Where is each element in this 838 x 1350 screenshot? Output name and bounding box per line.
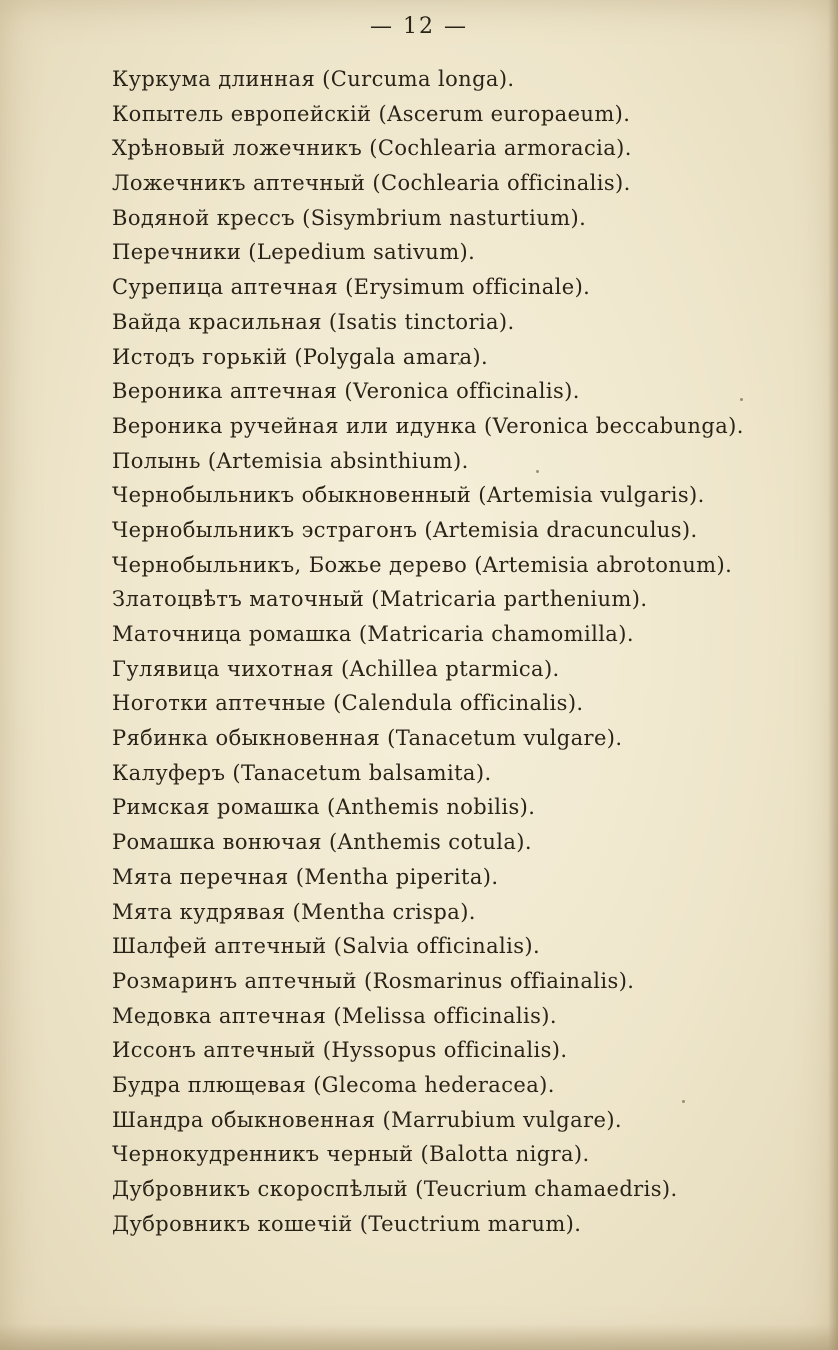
list-item: Куркума длинная (Curcuma longa). [112,67,515,91]
list-item: Медовка аптечная (Melissa officinalis). [112,1003,557,1028]
list-item: Дубровникъ кошечій (Teuctrium marum). [112,1211,582,1236]
list-item: Гулявица чихотная (Achillea ptarmica). [112,656,560,681]
list-item: Розмаринъ аптечный (Rosmarinus offiainalis). [112,968,635,993]
list-item: Полынь (Artemisia absinthium). [112,448,469,473]
list-item: Мята перечная (Mentha piperita). [112,864,499,889]
page-bottom-shadow [0,1324,838,1350]
list-item: Ромашка вонючая (Anthemis cotula). [112,830,532,855]
list-item: Копытель европейскій (Ascerum europaeum). [112,101,631,126]
list-item: Вайда красильная (Isatis tinctoria). [112,309,515,334]
page-edge-shadow [828,0,838,1350]
list-item: Маточница ромашка (Matricaria chamomilla). [112,622,634,646]
list-item: Шалфей аптечный (Salvia officinalis). [112,934,541,959]
list-item: Сурепица аптечная (Erysimum officinale). [112,275,591,300]
list-item: Златоцвѣтъ маточный (Matricaria parthenium). [112,587,648,612]
list-item: Шандра обыкновенная (Marrubium vulgare). [112,1107,622,1132]
list-item: Калуферъ (Tanacetum balsamita). [112,760,492,785]
list-item: Римская ромашка (Anthemis nobilis). [112,795,536,820]
list-item: Вероника аптечная (Veronica officinalis). [112,379,580,404]
list-item: Иссонъ аптечный (Hyssopus officinalis). [112,1038,568,1063]
list-item: Истодъ горькій (Polygala amara). [112,344,489,369]
plant-list [112,62,802,1241]
list-item: Мята кудрявая (Mentha crispa). [112,899,476,924]
list-item: Перечники (Lepedium sativum). [112,240,476,265]
list-item: Водяной крессъ (Sisymbrium nasturtium). [112,205,587,230]
list-item: Дубровникъ скороспѣлый (Teucrium chamaedris). [112,1177,678,1201]
list-item: Чернокудренникъ черный (Balotta nigra). [112,1142,590,1167]
list-item: Вероника ручейная или идунка (Veronica beccabunga). [112,413,744,438]
page-number: — 12 — [370,14,468,39]
list-item: Чернобыльникъ обыкновенный (Artemisia vulgaris). [112,483,705,508]
list-item: Хрѣновый ложечникъ (Cochlearia armoracia). [112,136,632,161]
list-item: Рябинка обыкновенная (Tanacetum vulgare). [112,726,623,751]
list-item: Чернобыльникъ, Божье дерево (Artemisia abrotonum). [112,552,733,577]
list-item: Будра плющевая (Glecoma hederacea). [112,1072,555,1097]
list-item: Ноготки аптечные (Calendula officinalis). [112,691,584,716]
list-item: Ложечникъ аптечный (Cochlearia officinalis). [112,171,631,196]
list-item: Чернобыльникъ эстрагонъ (Artemisia dracunculus). [112,517,698,542]
